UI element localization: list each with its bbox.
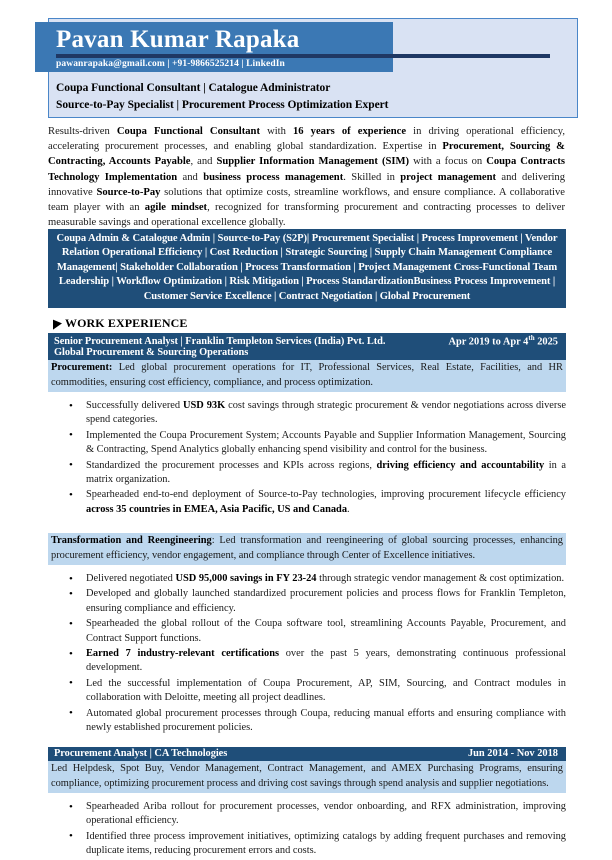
job-lead-paragraph: Procurement: Led global procurement operations for IT, Professional Services, Real Estate, Facilities, and HR commodities, ensuring cost efficiency, compliance, and process optimization. — [48, 360, 566, 392]
job-bullet-item: • Delivered negotiated USD 95,000 savings in FY 23-24 through strategic vendor management & cost optimization. — [48, 572, 566, 586]
job-bullet-item: • Automated global procurement processes through Coupa, reducing manual efforts and ensuring compliance with newly established procurement policies. — [48, 707, 566, 736]
headline-titles — [56, 80, 388, 114]
core-skills-band — [48, 229, 566, 308]
job-bullet-item: • Implemented the Coupa Procurement System; Accounts Payable and Supplier Information Management, Sourcing & Contracting, Spend Analytics globally enhancing spend visibility and control for the business. — [48, 429, 566, 458]
job-title-row — [54, 334, 560, 347]
professional-summary: Results-driven Coupa Functional Consultant with 16 years of experience in driving operational efficiency, accelerating procurement processes, and enabling global standardization. Expertise in Procurement, Sourcing & Contracting, Accounts Payable, and Supplier Information Management (SIM) with a focus on Coupa Contracts Technology Implementation and business process management. Skilled in project management and delivering innovative Source-to-Pay solutions that optimize costs, streamline workflows, and ensure compliance. A collaborative team player with an agile mindset, recognized for transforming procurement and contracting processes to deliver measurable savings and operational excellence globally. — [48, 126, 566, 229]
job-lead-paragraph: Transformation and Reengineering: Led transformation and reengineering of global sourcing processes, enhancing procurement efficiency, vendor engagement, and compliance through Center of Excellence initiatives. — [48, 533, 566, 565]
job-bullet-item: • Led the successful implementation of Coupa Procurement, AP, SIM, Sourcing, and Contract modules in collaboration with Deloitte, meeting all project deadlines. — [48, 677, 566, 706]
job-bullet-item: • Developed and globally launched standardized procurement policies and process flows for Franklin Templeton, ensuring compliance and efficiency. — [48, 587, 566, 616]
headline-line-1: Coupa Functional Consultant | Catalogue Administrator — [56, 82, 331, 94]
section-heading-work-experience — [53, 316, 188, 331]
header-divider-rule — [56, 54, 550, 58]
section-title-text: WORK EXPERIENCE — [65, 316, 188, 330]
core-skills-text: Coupa Admin & Catalogue Admin | Source-to-Pay (S2P)| Procurement Specialist | Process Improvement | Vendor Relation Operational Efficiency | Cost Reduction | Strategic Sourcing | Supply Chain Management Compliance Management| Stakeholder Collaboration | Process Transformation | Project Management Cross-Functional Team Leadership | Workflow Optimization | Risk Mitigation | Process StandardizationBusiness Process Improvement | Customer Service Excellence | Contract Negotiation | Global Procurement — [56, 233, 558, 302]
job-bullet-item: • Successfully delivered USD 93K cost savings through strategic procurement & vendor negotiations across diverse spend categories. — [48, 399, 566, 428]
job-bullet-list — [48, 399, 566, 518]
job-role-title: Procurement Analyst | CA Technologies — [54, 748, 228, 759]
job-bullet-item: • Spearheaded the global rollout of the Coupa software tool, streamlining Accounts Payable, Procurement, and Contract Support functions. — [48, 617, 566, 646]
job-bullet-list — [48, 572, 566, 736]
job-role-title: Senior Procurement Analyst | Franklin Templeton Services (India) Pvt. Ltd. — [54, 336, 386, 348]
contact-line: pawanrapaka@gmail.com | +91-9866525214 | LinkedIn — [56, 59, 285, 69]
job-subtitle: Global Procurement & Sourcing Operations — [54, 347, 249, 359]
job-bullet-item: • Identified three process improvement initiatives, optimizing catalogs by adding frequent purchases and removing duplicate items, reducing procurement errors and costs. — [48, 830, 566, 859]
job-bullet-item: • Standardized the procurement processes and KPIs across regions, driving efficiency and accountability in a matrix organization. — [48, 459, 566, 488]
job-bullet-item: • Spearheaded end-to-end deployment of Source-to-Pay technologies, improving procurement lifecycle efficiency across 35 countries in EMEA, Asia Pacific, US and Canada. — [48, 488, 566, 517]
candidate-name: Pavan Kumar Rapaka — [56, 26, 300, 53]
job-bullet-item: • Spearheaded Ariba rollout for procurement processes, vendor onboarding, and RFX administration, improving operational efficiency. — [48, 800, 566, 829]
job-title-row — [54, 748, 560, 759]
job-bullet-list — [48, 800, 566, 860]
flag-triangle-icon — [53, 318, 62, 329]
headline-line-2: Source-to-Pay Specialist | Procurement Process Optimization Expert — [56, 99, 389, 111]
job-lead-paragraph: Led Helpdesk, Spot Buy, Vendor Management, Contract Management, and AMEX Purchasing Programs, ensuring compliance, optimizing procurement process and driving cost savings through spend analysis and supplier negotiations. — [48, 761, 566, 793]
job-dates: Apr 2019 to Apr 4th 2025 — [448, 334, 558, 348]
job-bullet-item: • Earned 7 industry-relevant certifications over the past 5 years, demonstrating continuous professional development. — [48, 647, 566, 676]
job-header-bar — [48, 747, 566, 761]
job-header-bar — [48, 333, 566, 360]
job-dates: Jun 2014 - Nov 2018 — [467, 748, 558, 759]
